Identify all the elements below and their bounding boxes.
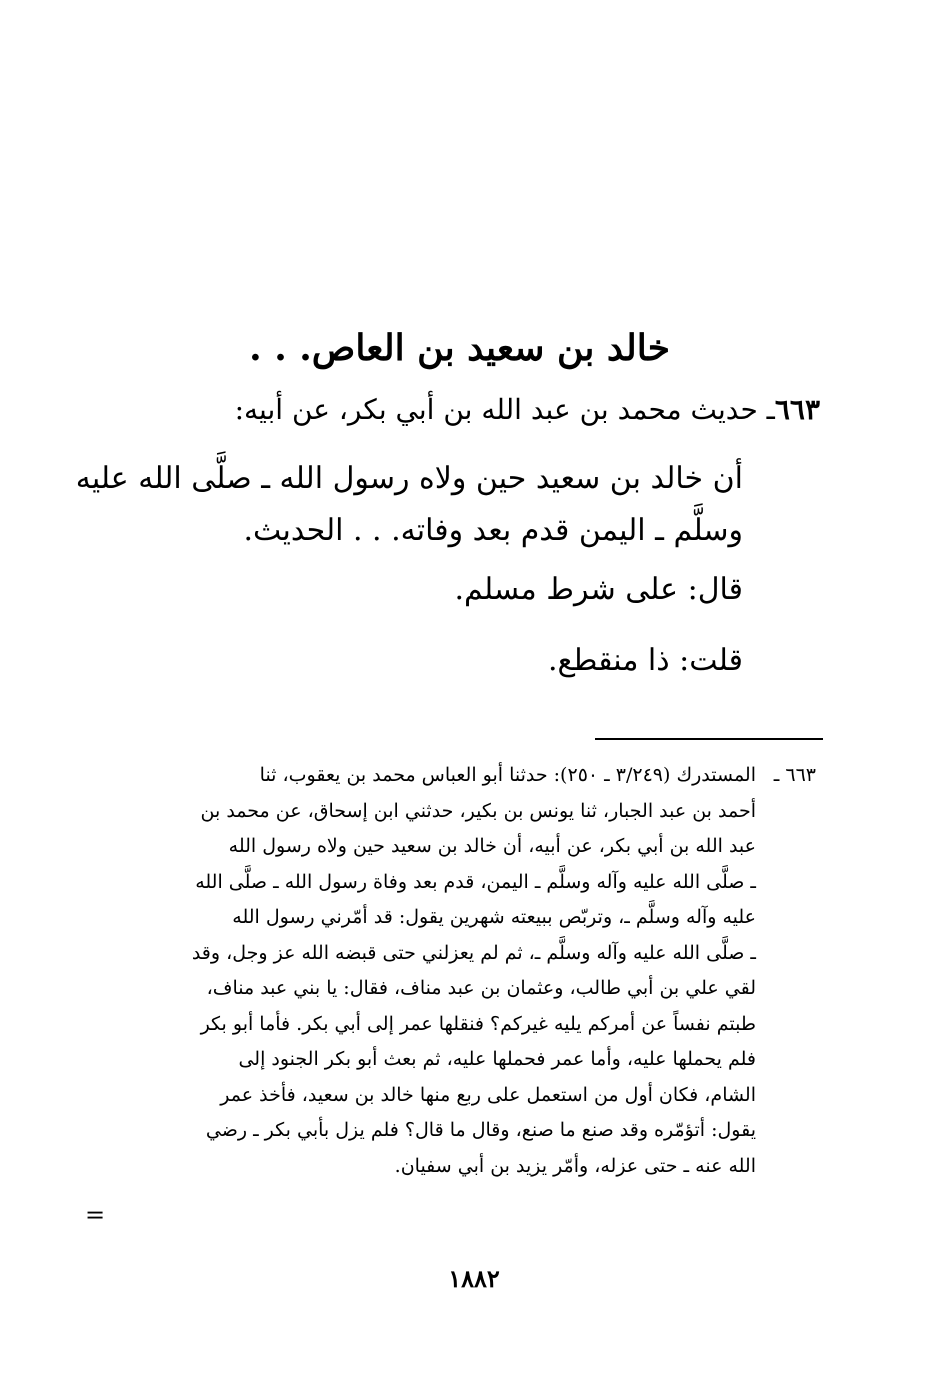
footnote-line: يقول: أتؤمّره وقد صنع ما صنع، وقال ما قال؟ فلم يزل بأبي بكر ـ رضي xyxy=(205,1119,756,1141)
footnote-number: ٦٦٣ ـ xyxy=(773,764,816,786)
footnote-line: ـ صلَّى الله عليه وآله وسلَّم ـ اليمن، قدم بعد وفاة رسول الله ـ صلَّى الله xyxy=(195,870,756,893)
commentator-note: قلت: ذا منقطع. xyxy=(547,643,743,678)
hadith-number: ٦٦٣ xyxy=(774,393,820,426)
footnote-line: الشام، فكان أول من استعمل على ربع منها خالد بن سعيد، فأخذ عمر xyxy=(220,1083,756,1106)
page-number: ١٨٨٢ xyxy=(448,1264,500,1293)
footnote-line-text: المستدرك (٣/٢٤٩ ـ ٢٥٠): حدثنا أبو العباس محمد بن يعقوب، ثنا xyxy=(259,764,756,786)
footnote-line: أحمد بن عبد الجبار، ثنا يونس بن بكير، حدثني ابن إسحاق، عن محمد بن xyxy=(200,799,756,822)
footnote-line: عبد الله بن أبي بكر، عن أبيه، أن خالد بن سعيد حين ولاه رسول الله xyxy=(228,835,756,857)
footnote-line: عليه وآله وسلَّم ـ، وتربّص ببيعته شهرين يقول: قد أمّرني رسول الله xyxy=(232,906,756,928)
author-ruling: قال: على شرط مسلم. xyxy=(454,572,743,607)
footnote-line: ـ صلَّى الله عليه وآله وسلَّم ـ، ثم لم يعزلني حتى قبضه الله عز وجل، وقد xyxy=(191,941,756,964)
footnote-separator xyxy=(595,738,823,740)
continuation-mark: = xyxy=(85,1201,106,1229)
hadith-text-line: وسلَّم ـ اليمن قدم بعد وفاته. . . الحديث. xyxy=(243,513,743,548)
footnote xyxy=(116,758,816,1184)
footnote-line: لقي علي بن أبي طالب، وعثمان بن عبد مناف، فقال: يا بني عبد مناف، xyxy=(206,977,756,999)
footnote-line: طبتم نفساً عن أمركم يليه غيركم؟ فنقلها عمر إلى أبي بكر. فأما أبو بكر xyxy=(200,1012,756,1035)
hadith-heading-text: ـ حديث محمد بن عبد الله بن أبي بكر، عن أبيه: xyxy=(234,393,775,426)
footnote-line xyxy=(116,758,816,794)
section-title: خالد بن سعيد بن العاص. . . xyxy=(249,327,670,369)
hadith-heading xyxy=(120,393,820,427)
hadith-text-line: أن خالد بن سعيد حين ولاه رسول الله ـ صلَّى الله عليه xyxy=(75,461,743,496)
hadith-text xyxy=(75,453,743,557)
footnote-line: الله عنه ـ حتى عزله، وأمّر يزيد بن أبي سفيان. xyxy=(394,1154,756,1177)
footnote-line: فلم يحملها عليه، وأما عمر فحملها عليه، ثم بعث أبو بكر الجنود إلى xyxy=(238,1048,756,1070)
